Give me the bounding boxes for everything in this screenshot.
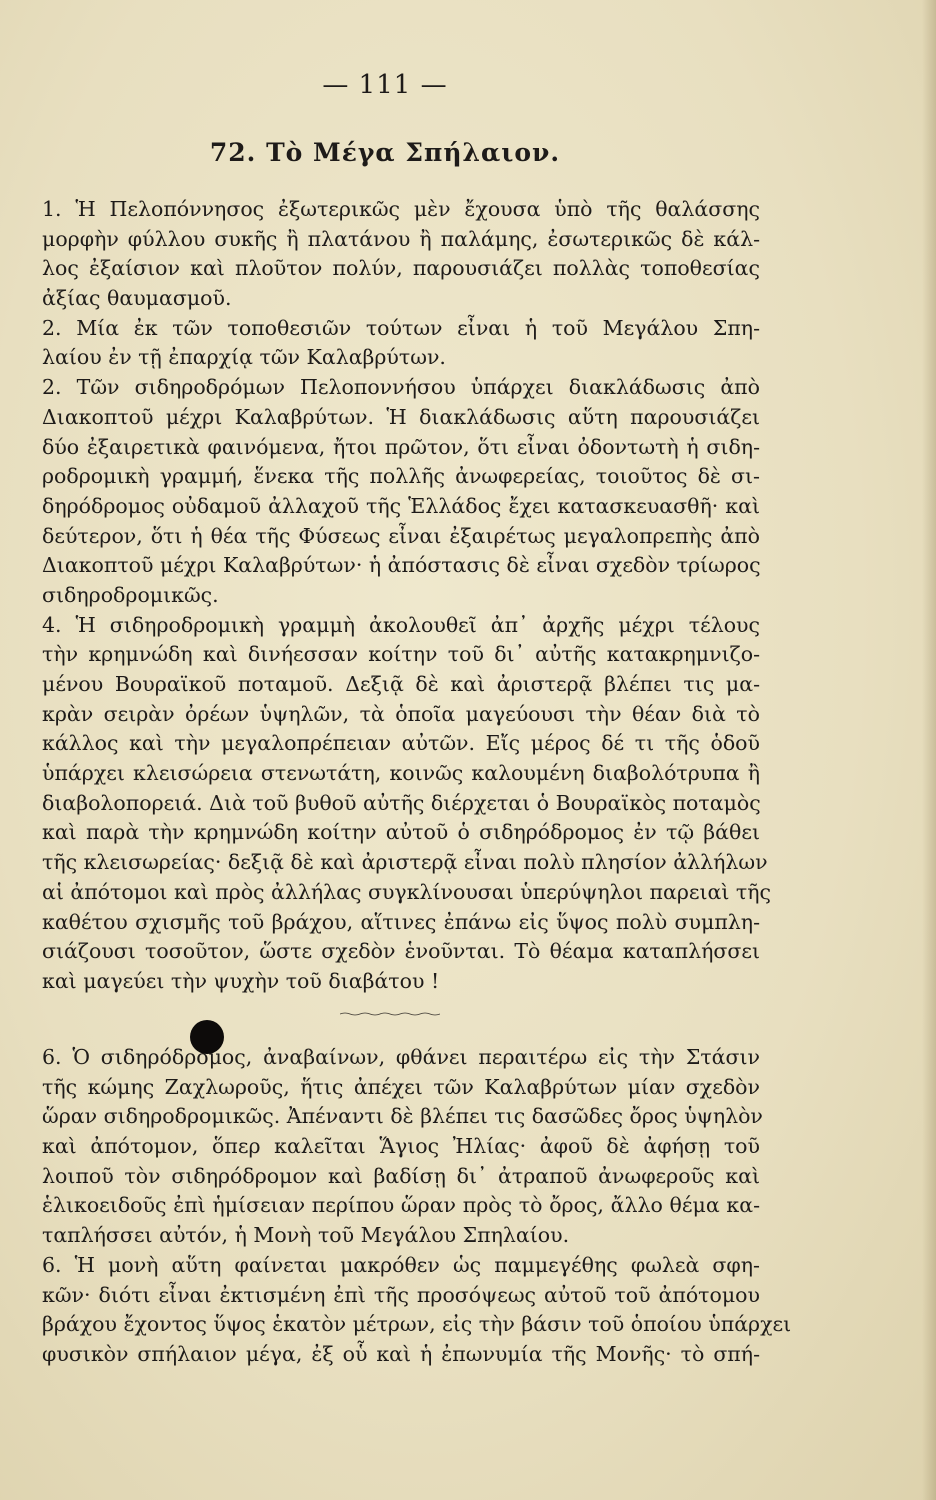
text-line: λος ἐξαίσιον καὶ πλοῦτον πολύν, παρουσιάζει πολλὰς τοποθεσίας [42,256,760,281]
text-line: ροδρομικὴ γραμμή, ἕνεκα τῆς πολλῆς ἀνωφερείας, τοιοῦτος δὲ σι- [42,464,760,489]
text-line: 1. Ἡ Πελοπόννησος ἐξωτερικῶς μὲν ἔχουσα ὑπὸ τῆς θαλάσσης [42,197,760,221]
text-line: ὑπάρχει κλεισώρεια στενωτάτη, κοινῶς καλουμένη διαβολότρυπα ἢ [42,761,760,786]
text-line: ὥραν σιδηροδρομικῶς. Ἀπέναντι δὲ βλέπει τις δασῶδες ὄρος ὑψηλὸν [42,1104,763,1129]
text-line: καὶ ἀπότομον, ὅπερ καλεῖται Ἅγιος Ἠλίας· ἀφοῦ δὲ ἀφήσῃ τοῦ [42,1134,760,1159]
text-line: δηρόδρομος οὐδαμοῦ ἀλλαχοῦ τῆς Ἑλλάδος ἔχει κατασκευασθῆ· καὶ [42,493,760,518]
text-block-2 [42,1043,792,1370]
text-line: τὴν κρημνώδη καὶ δινήεσσαν κοίτην τοῦ δι᾿ αὐτῆς κατακρημνιζο- [42,642,760,667]
text-line: κάλλος καὶ τὴν μεγαλοπρέπειαν αὐτῶν. Εἴς μέρος δέ τι τῆς ὁδοῦ [42,731,760,756]
text-line: 2. Μία ἐκ τῶν τοποθεσιῶν τούτων εἶναι ἡ τοῦ Μεγάλου Σπη- [42,315,760,340]
text-line: τῆς κλεισωρείας· δεξιᾷ δὲ καὶ ἀριστερᾷ εἶναι πολὺ πλησίον ἀλλήλων [42,850,768,875]
page-number: — 111 — [322,70,448,100]
text-line: 6. Ἡ μονὴ αὕτη φαίνεται μακρόθεν ὡς παμμεγέθης φωλεὰ σφη- [42,1252,760,1277]
text-line: τῆς κώμης Ζαχλωροῦς, ἥτις ἀπέχει τῶν Καλαβρύτων μίαν σχεδὸν [42,1074,760,1099]
text-line: διαβολοπορειά. Διὰ τοῦ βυθοῦ αὐτῆς διέρχεται ὁ Βουραϊκὸς ποταμὸς [42,790,761,815]
text-line: βράχου ἔχοντος ὕψος ἑκατὸν μέτρων, εἰς τὴν βάσιν τοῦ ὁποίου ὑπάρχει [42,1312,792,1337]
text-line: ἑλικοειδοῦς ἐπὶ ἡμίσειαν περίπου ὥραν πρὸς τὸ ὄρος, ἄλλο θέμα κα- [42,1193,760,1218]
text-line: δύο ἐξαιρετικὰ φαινόμενα, ἤτοι πρῶτον, ὅτι εἶναι ὀδοντωτὴ ἡ σιδη- [42,434,760,459]
text-line: 2. Τῶν σιδηροδρόμων Πελοποννήσου ὑπάρχει διακλάδωσις ἀπὸ [42,375,760,400]
text-line: ἀξίας θαυμασμοῦ. [42,286,232,311]
text-line: 6. Ὁ σιδηρόδρομος, ἀναβαίνων, φθάνει περαιτέρω εἰς τὴν Στάσιν [42,1045,760,1069]
chapter-title: 72. Τὸ Μέγα Σπήλαιον. [209,138,561,167]
text-line: λαίου ἐν τῇ ἐπαρχίᾳ τῶν Καλαβρύτων. [42,345,446,370]
text-line: σιδηροδρομικῶς. [42,582,219,607]
text-line: δεύτερον, ὅτι ἡ θέα τῆς Φύσεως εἶναι ἐξαιρέτως μεγαλοπρεπὴς ἀπὸ [42,523,760,548]
text-line: μορφὴν φύλλου συκῆς ἢ πλατάνου ἢ παλάμης, ἐσωτερικῶς δὲ κάλ- [42,226,760,251]
text-line: καθέτου σχισμῆς τοῦ βράχου, αἵτινες ἐπάνω εἰς ὕψος πολὺ συμπλη- [42,909,760,934]
text-line: φυσικὸν σπήλαιον μέγα, ἐξ οὗ καὶ ἡ ἐπωνυμία τῆς Μονῆς· τὸ σπή- [42,1341,760,1366]
section-separator [340,1012,440,1016]
text-line: κῶν· διότι εἶναι ἐκτισμένη ἐπὶ τῆς προσόψεως αὐτοῦ τοῦ ἀπότομου [42,1282,760,1307]
text-line: λοιποῦ τὸν σιδηρόδρομον καὶ βαδίσῃ δι᾿ ἀτραποῦ ἀνωφεροῦς καὶ [42,1163,760,1188]
text-line: Διακοπτοῦ μέχρι Καλαβρύτων. Ἡ διακλάδωσις αὕτη παρουσιάζει [42,404,760,429]
text-block-1 [42,195,772,997]
text-line: 4. Ἡ σιδηροδρομικὴ γραμμὴ ἀκολουθεῖ ἀπ᾿ ἀρχῆς μέχρι τέλους [42,612,760,637]
text-line: κρὰν σειρὰν ὀρέων ὑψηλῶν, τὰ ὁποῖα μαγεύουσι τὴν θέαν διὰ τὸ [42,701,760,726]
text-line: σιάζουσι τοσοῦτον, ὥστε σχεδὸν ἑνοῦνται. Τὸ θέαμα καταπλήσσει [42,939,760,964]
text-line: αἱ ἀπότομοι καὶ πρὸς ἀλλήλας συγκλίνουσαι ὑπερύψηλοι παρειαὶ τῆς [42,879,772,904]
text-line: μένου Βουραϊκοῦ ποταμοῦ. Δεξιᾷ δὲ καὶ ἀριστερᾷ βλέπει τις μα- [42,672,760,696]
text-line: Διακοπτοῦ μέχρι Καλαβρύτων· ἡ ἀπόστασις δὲ εἶναι σχεδὸν τρίωρος [42,553,761,578]
text-line: καὶ παρὰ τὴν κρημνώδη κοίτην αὐτοῦ ὁ σιδηρόδρομος ἐν τῷ βάθει [42,820,760,845]
text-line: ταπλήσσει αὐτόν, ἡ Μονὴ τοῦ Μεγάλου Σπηλαίου. [42,1223,570,1248]
text-line: καὶ μαγεύει τὴν ψυχὴν τοῦ διαβάτου ! [42,968,440,993]
page-edge-shadow [922,0,936,1500]
